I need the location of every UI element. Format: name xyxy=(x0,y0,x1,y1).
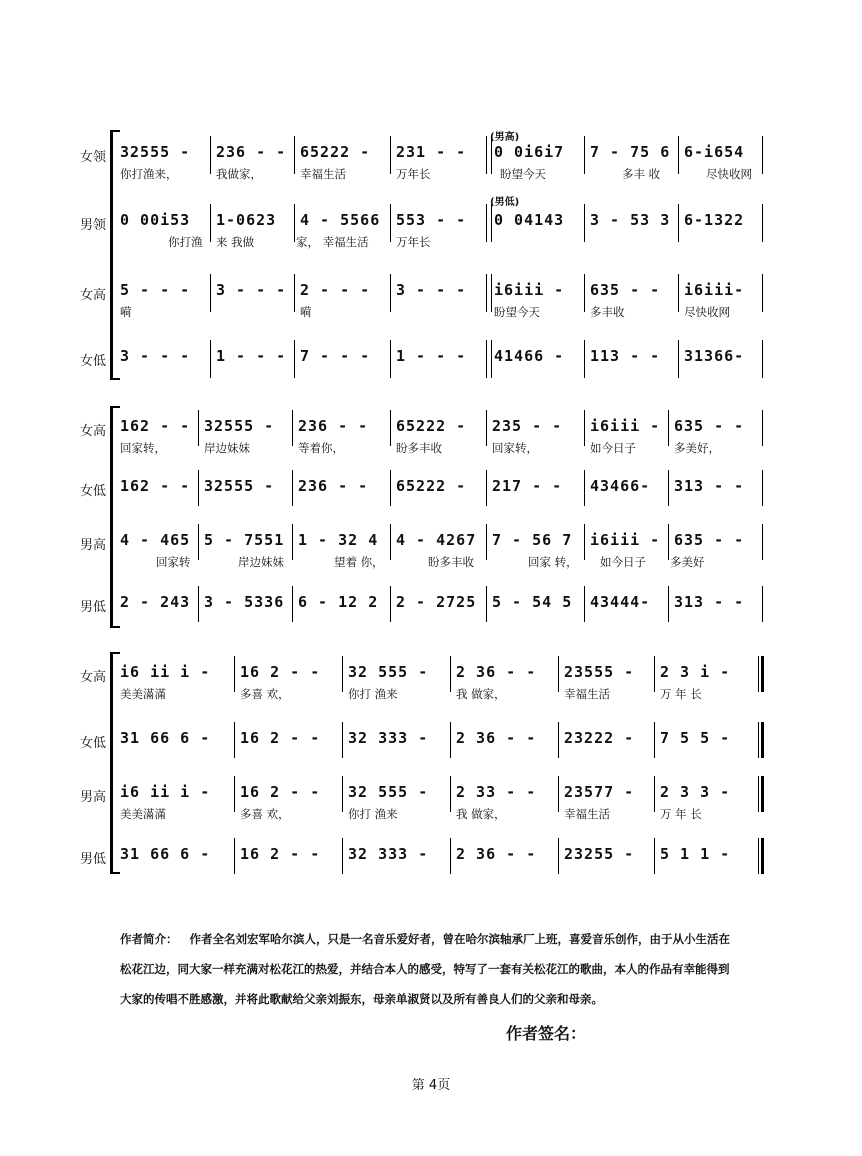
measure: 635 - - xyxy=(590,281,661,299)
barline xyxy=(210,136,211,174)
barline xyxy=(294,136,295,174)
barline xyxy=(584,136,585,174)
part-label: 男高 xyxy=(79,538,106,553)
measure: 32 555 - xyxy=(348,663,429,681)
measure: 32 333 - xyxy=(348,845,429,863)
measure: 2 36 - - xyxy=(456,845,537,863)
lyric: 盼多丰收 xyxy=(396,441,442,455)
lyric: 等着你， xyxy=(298,441,344,455)
lyric: 回家 转， xyxy=(528,555,578,569)
measure: 41466 - xyxy=(494,347,565,365)
part-label: 女高 xyxy=(79,670,106,685)
barline xyxy=(390,470,391,506)
measure: 2 - 243 xyxy=(120,593,191,611)
barline xyxy=(762,340,763,378)
barline xyxy=(584,340,585,378)
lyric: 回家转， xyxy=(120,441,166,455)
barline xyxy=(210,340,211,378)
measure: 4 - 4267 xyxy=(396,531,477,549)
lyric: 望着 你， xyxy=(334,555,384,569)
measure: 65222 - xyxy=(396,417,467,435)
part-label: 男低 xyxy=(79,852,106,867)
part-label: 女低 xyxy=(79,484,106,499)
barline xyxy=(762,204,763,242)
measure: 23555 - xyxy=(564,663,635,681)
lyric: 万年长 xyxy=(396,235,431,249)
lyric: 你打 渔来 xyxy=(348,807,398,821)
staff-row xyxy=(0,278,862,338)
barline xyxy=(486,586,487,622)
part-tag-male-low: (男低) xyxy=(490,197,520,208)
measure: 2 - - - xyxy=(300,281,371,299)
measure: 23222 - xyxy=(564,729,635,747)
barline xyxy=(198,410,199,446)
measure: 7 - - - xyxy=(300,347,371,365)
barline xyxy=(390,340,391,378)
bio-label: 作者简介： xyxy=(120,932,178,946)
measure: 43466- xyxy=(590,477,651,495)
barline xyxy=(584,524,585,560)
barline xyxy=(450,656,451,692)
measure: 236 - - xyxy=(216,143,287,161)
barline xyxy=(558,722,559,758)
barline xyxy=(584,204,585,242)
barline xyxy=(234,722,235,758)
lyric: 如今日子 xyxy=(600,555,646,569)
measure: 16 2 - - xyxy=(240,729,321,747)
double-barline xyxy=(486,274,492,312)
barline xyxy=(668,470,669,506)
part-label: 女高 xyxy=(79,424,106,439)
barline xyxy=(558,656,559,692)
measure: 32 555 - xyxy=(348,783,429,801)
measure: 313 - - xyxy=(674,593,745,611)
measure: 231 - - xyxy=(396,143,467,161)
measure: 7 - 75 6 xyxy=(590,143,671,161)
staff-row xyxy=(0,842,862,902)
barline xyxy=(668,524,669,560)
measure: 6-i654 xyxy=(684,143,745,161)
measure: 1-0623 xyxy=(216,211,277,229)
measure: 3 - - - xyxy=(396,281,467,299)
barline xyxy=(762,136,763,174)
measure: 635 - - xyxy=(674,417,745,435)
lyric: 幸福生活 xyxy=(564,807,610,821)
barline xyxy=(390,524,391,560)
measure: 32555 - xyxy=(204,477,275,495)
measure: 31 66 6 - xyxy=(120,845,211,863)
measure: 162 - - xyxy=(120,477,191,495)
lyric: 多美好 xyxy=(670,555,705,569)
author-bio xyxy=(120,924,760,1014)
measure: i6 ii i - xyxy=(120,663,211,681)
measure: 4 - 5566 xyxy=(300,211,381,229)
lyric: 盼多丰收 xyxy=(428,555,474,569)
barline xyxy=(584,274,585,312)
measure: 235 - - xyxy=(492,417,563,435)
lyric: 家， 幸福生活 xyxy=(296,235,369,249)
measure: 3 - 5336 xyxy=(204,593,285,611)
barline xyxy=(292,470,293,506)
lyric: 幸福生活 xyxy=(564,687,610,701)
measure: 1 - - - xyxy=(216,347,287,365)
barline xyxy=(292,524,293,560)
measure: 313 - - xyxy=(674,477,745,495)
bio-line-2: 松花江边，同大家一样充满对松花江的热爱，并结合本人的感受，特写了一套有关松花江的歌曲，本人的作品有幸能得到 xyxy=(120,962,730,976)
measure: 32555 - xyxy=(120,143,191,161)
measure: 236 - - xyxy=(298,477,369,495)
barline xyxy=(210,204,211,242)
lyric: 多丰收 xyxy=(590,305,625,319)
staff-row xyxy=(0,474,862,534)
measure: 2 36 - - xyxy=(456,729,537,747)
barline xyxy=(198,586,199,622)
barline xyxy=(584,470,585,506)
barline xyxy=(198,470,199,506)
lyric: 你打渔来， xyxy=(120,167,178,181)
staff-row xyxy=(0,208,862,268)
barline xyxy=(390,204,391,242)
measure: 0 04143 xyxy=(494,211,565,229)
lyric: 我 做家， xyxy=(456,807,506,821)
barline xyxy=(678,136,679,174)
measure: 236 - - xyxy=(298,417,369,435)
measure: 6 - 12 2 xyxy=(298,593,379,611)
lyric: 尽快收网 xyxy=(706,167,752,181)
measure: 65222 - xyxy=(396,477,467,495)
measure: 2 36 - - xyxy=(456,663,537,681)
barline xyxy=(390,136,391,174)
barline xyxy=(678,274,679,312)
barline xyxy=(210,274,211,312)
lyric: 万 年 长 xyxy=(660,807,702,821)
lyric: 多丰 收 xyxy=(622,167,661,181)
measure: 2 33 - - xyxy=(456,783,537,801)
lyric: 万 年 长 xyxy=(660,687,702,701)
part-label: 女低 xyxy=(79,354,106,369)
barline xyxy=(292,586,293,622)
page-number: 第 4页 xyxy=(411,1078,451,1093)
staff-row xyxy=(0,726,862,786)
double-barline xyxy=(486,204,492,242)
barline xyxy=(390,586,391,622)
barline xyxy=(294,274,295,312)
barline xyxy=(762,524,763,560)
part-label: 男领 xyxy=(79,218,106,233)
lyric: 多美好， xyxy=(674,441,720,455)
barline xyxy=(450,838,451,874)
measure: 2 3 i - xyxy=(660,663,731,681)
barline xyxy=(390,410,391,446)
measure: 2 3 3 - xyxy=(660,783,731,801)
barline xyxy=(762,586,763,622)
lyric: 幸福生活 xyxy=(300,167,346,181)
barline xyxy=(294,340,295,378)
lyric: 回家转， xyxy=(492,441,538,455)
measure: 553 - - xyxy=(396,211,467,229)
measure: 5 1 1 - xyxy=(660,845,731,863)
part-label: 女高 xyxy=(79,288,106,303)
barline xyxy=(584,410,585,446)
lyric: 盼望今天 xyxy=(494,305,540,319)
barline xyxy=(558,776,559,812)
measure: 3 - 53 3 xyxy=(590,211,671,229)
barline xyxy=(654,776,655,812)
barline xyxy=(294,204,295,242)
measure: i6iii - xyxy=(494,281,565,299)
barline xyxy=(292,410,293,446)
barline xyxy=(486,470,487,506)
lyric: 多喜 欢， xyxy=(240,807,290,821)
barline xyxy=(558,838,559,874)
measure: 217 - - xyxy=(492,477,563,495)
lyric: 来 我做 xyxy=(216,235,255,249)
part-label: 男低 xyxy=(79,600,106,615)
barline xyxy=(342,838,343,874)
barline xyxy=(678,340,679,378)
measure: 23255 - xyxy=(564,845,635,863)
measure: 6-1322 xyxy=(684,211,745,229)
lyric: 万年长 xyxy=(396,167,431,181)
barline xyxy=(234,838,235,874)
measure: i6iii- xyxy=(684,281,745,299)
measure: 162 - - xyxy=(120,417,191,435)
measure: 65222 - xyxy=(300,143,371,161)
barline xyxy=(762,274,763,312)
measure: 7 - 56 7 xyxy=(492,531,573,549)
bio-line-1 xyxy=(120,924,760,954)
bio-text: 作者全名刘宏军哈尔滨人，只是一名音乐爱好者，曾在哈尔滨轴承厂上班，喜爱音乐创作，由于从小生活在 xyxy=(189,932,731,946)
final-barline xyxy=(758,838,764,874)
measure: i6 ii i - xyxy=(120,783,211,801)
measure: 3 - - - xyxy=(120,347,191,365)
part-label: 女低 xyxy=(79,736,106,751)
barline xyxy=(668,586,669,622)
measure: 7 5 5 - xyxy=(660,729,731,747)
barline xyxy=(342,776,343,812)
lyric: 你打 渔来 xyxy=(348,687,398,701)
barline xyxy=(654,722,655,758)
measure: 2 - 2725 xyxy=(396,593,477,611)
lyric: 我做家， xyxy=(216,167,262,181)
barline xyxy=(678,204,679,242)
barline xyxy=(450,722,451,758)
measure: 16 2 - - xyxy=(240,663,321,681)
barline xyxy=(486,410,487,446)
staff-row xyxy=(0,414,862,474)
barline xyxy=(198,524,199,560)
measure: 113 - - xyxy=(590,347,661,365)
lyric: 嗬 xyxy=(300,305,312,319)
final-barline xyxy=(758,656,764,692)
staff-row xyxy=(0,780,862,840)
barline xyxy=(486,524,487,560)
bio-line-3: 大家的传唱不胜感激，并将此歌献给父亲刘振东，母亲单淑贤以及所有善良人们的父亲和母亲。 xyxy=(120,992,603,1006)
staff-row xyxy=(0,590,862,650)
part-label: 男高 xyxy=(79,790,106,805)
measure: 4 - 465 xyxy=(120,531,191,549)
part-label: 女领 xyxy=(79,150,106,165)
barline xyxy=(234,776,235,812)
barline xyxy=(654,656,655,692)
measure: 635 - - xyxy=(674,531,745,549)
measure: 5 - 7551 xyxy=(204,531,285,549)
lyric: 多喜 欢， xyxy=(240,687,290,701)
barline xyxy=(584,586,585,622)
lyric: 尽快收网 xyxy=(684,305,730,319)
measure: 31 66 6 - xyxy=(120,729,211,747)
part-tag-male-high: (男高) xyxy=(490,132,520,143)
measure: 31366- xyxy=(684,347,745,365)
final-barline xyxy=(758,722,764,758)
lyric: 回家转 xyxy=(156,555,191,569)
measure: i6iii - xyxy=(590,417,661,435)
lyric: 嗬 xyxy=(120,305,132,319)
lyric: 岸边妹妹 xyxy=(238,555,284,569)
measure: 1 - 32 4 xyxy=(298,531,379,549)
barline xyxy=(654,838,655,874)
double-barline xyxy=(486,340,492,378)
measure: 32 333 - xyxy=(348,729,429,747)
barline xyxy=(342,656,343,692)
measure: 16 2 - - xyxy=(240,845,321,863)
double-barline xyxy=(486,136,492,174)
barline xyxy=(762,470,763,506)
measure: 3 - - - xyxy=(216,281,287,299)
staff-row xyxy=(0,660,862,720)
lyric: 美美滿滿 xyxy=(120,687,166,701)
measure: 0 0i6i7 xyxy=(494,143,565,161)
lyric: 盼望今天 xyxy=(500,167,546,181)
measure: 1 - - - xyxy=(396,347,467,365)
lyric: 美美滿滿 xyxy=(120,807,166,821)
staff-row xyxy=(0,140,862,200)
measure: 43444- xyxy=(590,593,651,611)
barline xyxy=(342,722,343,758)
measure: 5 - - - xyxy=(120,281,191,299)
author-signature: 作者签名： xyxy=(506,1024,587,1043)
lyric: 岸边妹妹 xyxy=(204,441,250,455)
measure: i6iii - xyxy=(590,531,661,549)
staff-row xyxy=(0,528,862,588)
barline xyxy=(390,274,391,312)
barline xyxy=(668,410,669,446)
measure: 0 00i53 xyxy=(120,211,191,229)
barline xyxy=(450,776,451,812)
lyric: 你打渔 xyxy=(168,235,203,249)
measure: 23577 - xyxy=(564,783,635,801)
barline xyxy=(762,410,763,446)
measure: 16 2 - - xyxy=(240,783,321,801)
measure: 5 - 54 5 xyxy=(492,593,573,611)
lyric: 我 做家， xyxy=(456,687,506,701)
staff-row xyxy=(0,344,862,404)
measure: 32555 - xyxy=(204,417,275,435)
barline xyxy=(234,656,235,692)
lyric: 如今日子 xyxy=(590,441,636,455)
final-barline xyxy=(758,776,764,812)
